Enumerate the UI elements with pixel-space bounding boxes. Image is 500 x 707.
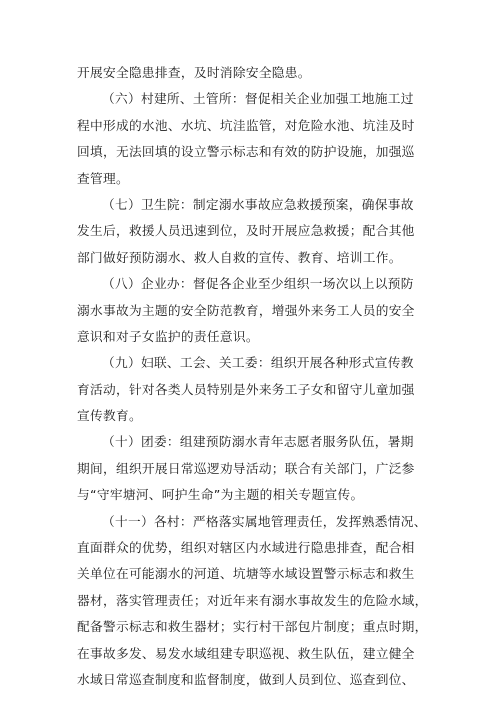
text-line: 直面群众的优势，组织对辖区内水域进行隐患排查，配合相 <box>77 540 415 556</box>
text-line: 部门做好预防溺水、救人自救的宣传、教育、培训工作。 <box>77 249 402 265</box>
text-line: 水域日常巡查制度和监督制度，做到人员到位、巡查到位、 <box>77 671 415 687</box>
text-line: （十）团委：组建预防溺水青年志愿者服务队伍，暑期 <box>102 434 414 450</box>
text-line: 配备警示标志和救生器材；实行村干部包片制度；重点时期， <box>77 619 428 635</box>
text-line: （八）企业办：督促各企业至少组织一场次以上以预防 <box>102 276 414 292</box>
text-line: （六）村建所、土管所：督促相关企业加强工地施工过 <box>102 91 414 107</box>
text-line: 育活动，针对各类人员特别是外来务工子女和留守儿童加强 <box>77 381 415 397</box>
text-line: （十一）各村：严格落实属地管理责任，发挥熟悉情况、 <box>102 513 427 529</box>
text-line: 回填，无法回填的设立警示标志和有效的防护设施，加强巡 <box>77 144 415 160</box>
text-line: 器材，落实管理责任；对近年来有溺水事故发生的危险水域， <box>77 592 428 608</box>
text-line: 关单位在可能溺水的河道、坑塘等水域设置警示标志和救生 <box>77 566 415 582</box>
text-line: 查管理。 <box>77 170 129 186</box>
text-line: 程中形成的水池、水坑、坑洼监管，对危险水池、坑洼及时 <box>77 117 415 133</box>
text-line: （九）妇联、工会、关工委：组织开展各种形式宣传教 <box>102 355 414 371</box>
text-line: 与“守牢塘河、呵护生命”为主题的相关专题宣传。 <box>77 487 364 503</box>
text-line: 在事故多发、易发水域组建专职巡视、救生队伍，建立健全 <box>77 645 415 661</box>
text-line: （七）卫生院：制定溺水事故应急救援预案，确保事故 <box>102 196 414 212</box>
text-line: 宣传教育。 <box>77 408 142 424</box>
text-line: 发生后，救援人员迅速到位，及时开展应急救援；配合其他 <box>77 223 415 239</box>
text-line: 开展安全隐患排查，及时消除安全隐患。 <box>77 65 311 80</box>
document-body <box>77 60 430 693</box>
text-line: 意识和对子女监护的责任意识。 <box>77 328 259 344</box>
text-line: 期间，组织开展日常巡逻劝导活动；联合有关部门，广泛参 <box>77 460 415 476</box>
text-line: 溺水事故为主题的安全防范教育，增强外来务工人员的安全 <box>77 302 415 318</box>
